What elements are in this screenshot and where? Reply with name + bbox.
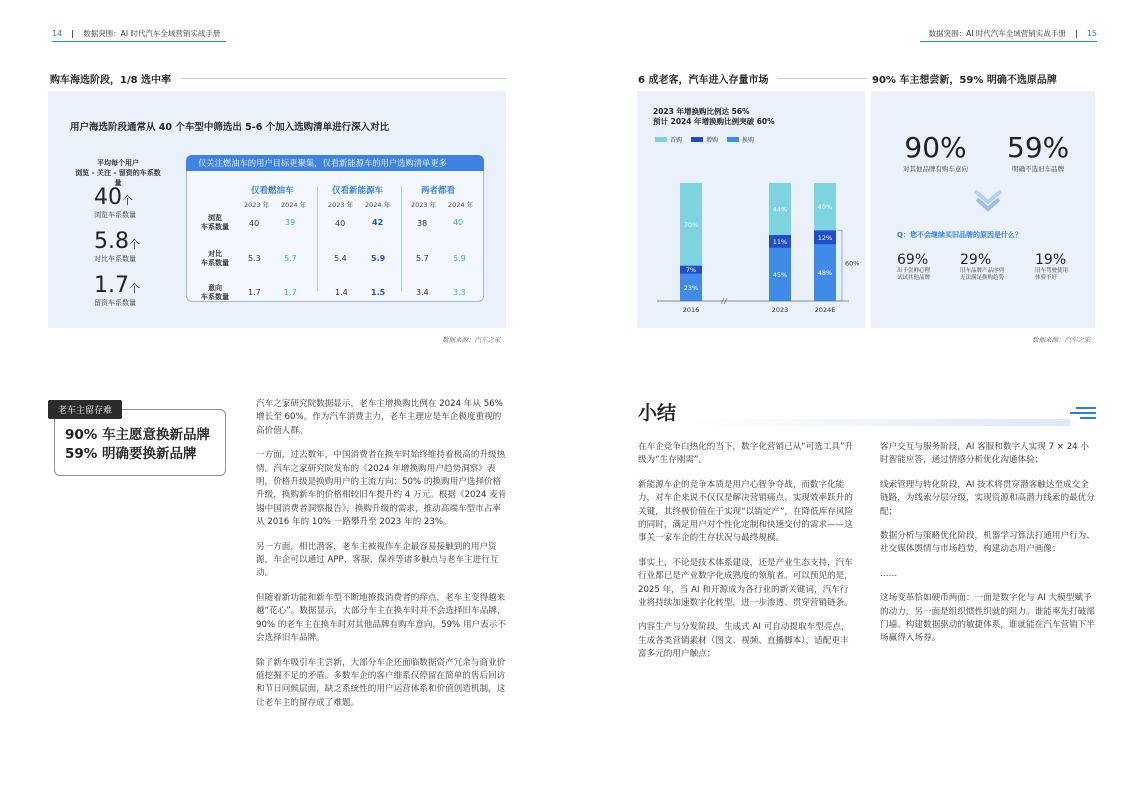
legend-label: 首购 [670,137,683,144]
chart-bars [680,183,859,301]
stat-label: 对其他品牌有购车意向 [903,165,968,173]
menu-lines-icon [1070,406,1096,420]
row-label [193,214,237,232]
reason-text: 体验不好 [1035,275,1058,281]
table-cell: 5.7 [284,254,297,263]
bar-label: 45% [772,270,788,279]
reason-text: 旧车驾驶使用 [1035,268,1069,274]
table-cell: 5.3 [248,254,261,263]
summary-title: 小结 [638,402,677,424]
stat-value: 5.8 [94,229,129,254]
table-cell: 40 [335,219,346,228]
group-header: 仅看燃油车 [251,186,294,196]
reason-text: 无法满足换购趋势 [960,275,1005,281]
bar-label: 40% [817,203,833,212]
chart-note: 2023 年增换购比例达 56% [653,107,750,116]
bar-label: 48% [817,269,833,278]
table-cell: 5.7 [416,254,429,263]
row-label-line: 车系数量 [201,259,229,267]
reason-text: 旧车品牌产品序列 [960,268,1005,274]
bar-label: 70% [683,220,699,229]
paragraph: 一方面，过去数年，中国消费者在换车时始终维持着极高的升级热情。汽车之家研究院发布的《2024 年增换购用户趋势洞察》表明，价格升级是换购用户的主流方向：50% 的换购用户选择价格升级，换购新车的价格相较旧车提升约 4 万元。根据《2024 麦肯锡中国消费者洞察报告》，换购升级的需求，推动高端车型市占率从 2016 年的 10% 一路攀升至 2023 年的 23%。 [256,450,507,528]
section-title [638,71,867,86]
section-title [50,71,506,86]
x-tick-label: 2024E [814,306,836,314]
stat-browse [94,185,136,220]
year-label: 2024 年 [448,201,474,209]
table-cell: 3.3 [453,288,466,297]
panel-headline: 用户海选阶段通常从 40 个车型中筛选出 5-6 个加入选购清单进行深入对比 [70,122,390,133]
reason-item [897,252,930,282]
summary-column-2 [880,441,1096,657]
avg-caption-line: 平均每个用户 [97,159,139,167]
group-header: 仅看新能源车 [332,186,384,196]
row-label-line: 意向 [208,284,222,292]
section-title-text: 购车海选阶段，1/8 选中率 [50,75,172,86]
page-number: 14 [52,29,63,38]
reason-item [1035,252,1068,282]
paragraph: 但随着新功能和新车型不断地撩拨消费者的痒点，老车主变得越来越“花心”。数据显示，大部分车主在换车时并不会选择旧车品牌，90% 的老车主在换车时对其他品牌有购车意向，59% 用户表示不会选择旧车品牌。 [256,592,506,644]
stat-label: 对比车系数量 [94,255,136,263]
paragraph: 汽车之家研究院数据显示，老车主增换购比例在 2024 年从 56% 增长至 60%。作为汽车消费主力，老车主理应是车企极度重视的高价值人群。 [256,399,503,436]
comparison-table [186,155,484,302]
stat-other-brand [903,131,968,173]
source-note: 数据来源：汽车之家 [1032,336,1091,344]
stat-label: 留资车系数量 [94,299,136,307]
reason-value: 29% [960,252,992,268]
brand-switch-panel [871,91,1095,328]
callout-tag: 老车主留存难 [48,400,122,419]
left-page-header [52,28,220,39]
chart-panel [637,91,865,328]
row-label-line: 车系数量 [201,223,229,231]
section-title [872,71,1096,86]
chart-note: 预计 2024 年增换购比例突破 60% [653,117,775,126]
bar-label: 11% [772,237,788,246]
year-label: 2023 年 [244,201,270,209]
paragraph: …… [880,568,898,579]
stat-label: 明确不选旧车品牌 [1012,165,1065,173]
table-cell: 1.7 [284,288,297,297]
legend-label: 换购 [742,137,755,144]
reason-value: 19% [1035,252,1067,268]
table-banner: 仅关注燃油车的用户目标更聚集，仅看新能源车的用户选购清单更多 [186,155,484,171]
stat-unit: 个 [129,282,140,295]
callout-box [54,409,226,476]
reason-text: 出于尝鲜心理 [897,268,931,274]
stat-compare [94,229,140,264]
legend-swatch [727,137,739,142]
paragraph: 事实上，不论是技术体系建设，还是产业生态支持，汽车行业都已是产业数字化成熟度的领航者。可以预见的是，2025 年，当 AI 和开源成为各行业的新关键词，汽车行业将持续加速数字化转型，进一步渗透、贯穿营销链条。 [638,557,853,609]
row-label-line: 车系数量 [201,293,229,301]
paragraph: 数据分析与策略优化阶段，机器学习算法打通用户行为、社交媒体舆情与市场趋势，构建动态用户画像； [880,531,1095,555]
chart-legend [655,136,754,144]
bar-label: 7% [685,266,697,275]
summary-rule [688,419,1070,426]
paragraph: 除了新车吸引车主尝新，大部分车企还面临数据资产冗余与商业价值挖掘不足的矛盾。多数车企的客户维系仅停留在简单的售后回访和节日问候层面，缺乏系统性的用户运营体系和价值创造机制，这让老车主的留存成了难题。 [256,657,506,708]
row-label [193,250,237,268]
stat-unit: 个 [129,238,140,251]
left-body [256,398,508,721]
year-label: 2024 年 [365,201,391,209]
x-tick-label: 2016 [682,306,700,314]
paragraph: 线索管理与转化阶段，AI 技术将贯穿潜客触达至成交全链路，为线索分层分级，实现资源和高潜力线索的最优分配； [880,479,1095,517]
stacked-bar-chart [637,91,865,328]
row-label-line: 对比 [208,250,222,258]
paragraph: 这场变革恰如硬币两面：一面是数字化与 AI 大模型赋予的动力，另一面是组织惯性织就的阻力。谁能率先打破部门墙、构建数据驱动的敏捷体系，谁就能在汽车营销下半场赢得入场券。 [880,593,1095,644]
page-number: 15 [1086,29,1097,38]
callout-line: 59% 明确要换新品牌 [65,446,197,462]
callout-line: 90% 车主愿意换新品牌 [65,427,211,443]
funnel-panel [48,91,506,328]
stat-value: 90% [904,131,967,164]
table-cell: 1.5 [371,288,386,297]
right-page-header [929,28,1097,39]
running-title: 数据突围：AI 时代汽车全域营销实战手册 [83,29,221,38]
stat-value: 1.7 [94,273,129,298]
table-cell: 40 [249,219,260,228]
table-cell: 3.4 [416,288,429,297]
section-title-text: 6 成老客，汽车进入存量市场 [638,75,769,86]
paragraph: 客户交互与服务阶段，AI 客服和数字人实现 7 × 24 小时智能应答，通过情感分析优化沟通体验； [880,442,1089,466]
section-title-text: 90% 车主想尝新，59% 明确不选原品牌 [872,75,1057,86]
row-label-line: 浏览 [208,214,222,222]
chevron-down-icon [971,187,1005,213]
reason-value: 69% [897,252,929,268]
group-header: 两者都看 [421,186,456,196]
divider [1076,30,1077,38]
stat-value: 59% [1007,131,1070,164]
paragraph: 内容生产与分发阶段，生成式 AI 可自动提取车型亮点，生成各类营销素材（图文、视频、直播脚本），适配更丰富多元的用户触点； [638,622,850,660]
column-divider [317,186,318,291]
table-cell: 5.4 [334,254,347,263]
bar-label: 44% [772,205,788,214]
paragraph: 另一方面，相比潜客，老车主被视作车企最容易接触到的用户资源，车企可以通过 APP、客服、保养等诸多触点与老车主进行互动。 [256,541,499,579]
table-cell: 40 [453,218,464,227]
table-cell: 5.9 [371,254,386,263]
table-cell: 38 [417,219,428,228]
summary-column-1 [638,441,854,673]
year-label: 2023 年 [411,201,437,209]
table-cell: 1.7 [248,288,261,297]
survey-question: Q：您不会继续买旧品牌的原因是什么？ [897,231,1022,239]
paragraph: 新能源车企的竞争本质是用户心智争夺战，而数字化能力，对车企来说不仅仅是解决营销痛点、实现效率跃升的关键，其终极价值在于实现“以销定产”，在降低库存风险的同时，满足用户对个性化定制和快速交付的需求——这事关一家车企的生存状况与最终规模。 [638,479,854,544]
year-label: 2024 年 [281,201,307,209]
annotation-label: 60% [845,259,860,268]
bar-label: 23% [683,283,699,292]
paragraph: 在车企竞争白热化的当下，数字化营销已从“可选工具”升级为“生存刚需”。 [638,442,854,466]
table-cell: 5.9 [453,254,466,263]
reason-item [960,252,1004,282]
header-rule [52,41,226,42]
stat-leads [94,273,140,308]
x-tick-label: 2023 [771,306,789,314]
table-cell: 42 [372,218,384,227]
year-label: 2023 年 [328,201,354,209]
running-title: 数据突围：AI 时代汽车全域营销实战手册 [928,29,1066,38]
table-cell: 1.4 [335,288,348,297]
callout-text [65,426,210,464]
column-divider [401,186,402,291]
legend-swatch [691,137,703,142]
stat-label: 浏览车系数量 [94,211,136,219]
avg-caption [72,158,164,188]
legend-swatch [655,137,667,142]
divider [72,30,73,38]
avg-caption-line: 浏览 - 关注 - 留资的车系数量 [75,169,161,187]
stat-not-old-brand [1007,131,1069,173]
header-rule [920,41,1097,42]
stat-value: 40 [94,185,122,210]
legend-label: 增购 [706,137,719,144]
table-cell: 39 [285,218,296,227]
reason-text: 试试其他品牌 [897,275,931,281]
source-note: 数据来源：汽车之家 [442,336,501,344]
stat-unit: 个 [122,194,133,207]
row-label [193,284,237,302]
bar-label: 12% [817,233,833,242]
